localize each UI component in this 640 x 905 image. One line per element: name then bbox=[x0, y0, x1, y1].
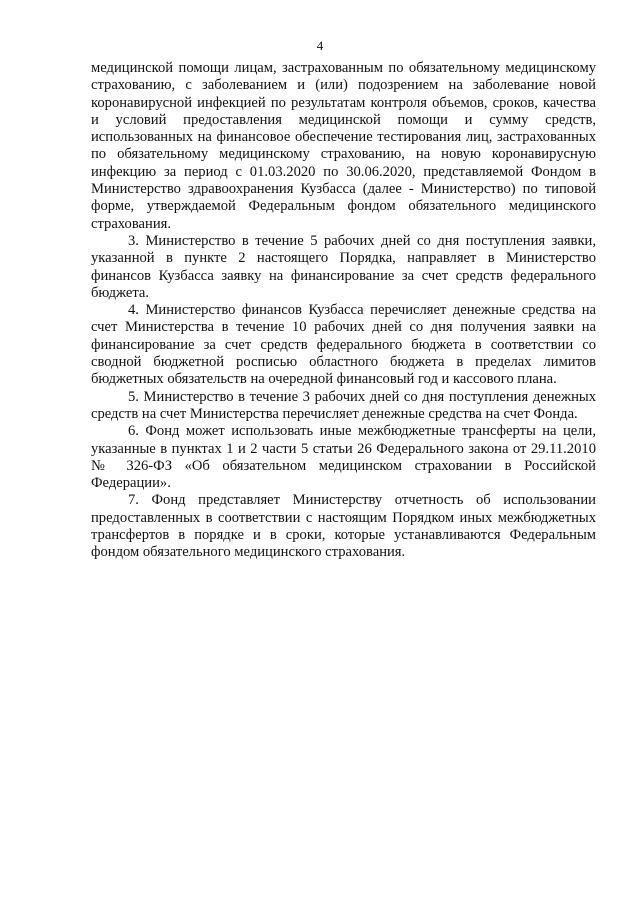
paragraph-continuation: медицинской помощи лицам, застрахованным по обязательному медицинскому страхованию, с заболеванием и (или) подозрением на заболевание новой коронавирусной инфекцией по результатам контроля объемов, сроков, качества и условий предоставления медицинской помощи и сумму средств, использованных на финансовое обеспечение тестирования лиц, застрахованных по обязательному медицинскому страхованию, на новую коронавирусную инфекцию за период с 01.03.2020 по 30.06.2020, представляемой Фондом в Министерство здравоохранения Кузбасса (далее - Министерство) по типовой форме, утверждаемой Федеральным фондом обязательного медицинского страхования. bbox=[91, 60, 596, 232]
paragraph-6: 6. Фонд может использовать иные межбюджетные трансферты на цели, указанные в пунктах 1 и 2 части 5 статьи 26 Федерального закона от 29.11.2010 № 326-ФЗ «Об обязательном медицинском страховании в Российской Федерации». bbox=[91, 423, 596, 492]
paragraph-5: 5. Министерство в течение 3 рабочих дней со дня поступления денежных средств на счет Министерства перечисляет денежные средства на счет Фонда. bbox=[91, 388, 596, 422]
page-number: 4 bbox=[316, 38, 324, 53]
paragraph-7: 7. Фонд представляет Министерству отчетность об использовании предоставленных в соответствии с настоящим Порядком иных межбюджетных трансфертов в порядке и в сроки, которые устанавливаются Федеральным фондом обязательного медицинского страхования. bbox=[91, 492, 596, 561]
paragraph-4: 4. Министерство финансов Кузбасса перечисляет денежные средства на счет Министерства в течение 10 рабочих дней со дня получения заявки на финансирование за счет средств федерального бюджета в соответствии со сводной бюджетной росписью областного бюджета в пределах лимитов бюджетных обязательств на очередной финансовый год и кассового плана. bbox=[91, 302, 596, 388]
paragraph-3: 3. Министерство в течение 5 рабочих дней со дня поступления заявки, указанной в пункте 2 настоящего Порядка, направляет в Министерство финансов Кузбасса заявку на финансирование за счет средств федерального бюджета. bbox=[91, 232, 596, 301]
document-body bbox=[91, 60, 596, 562]
